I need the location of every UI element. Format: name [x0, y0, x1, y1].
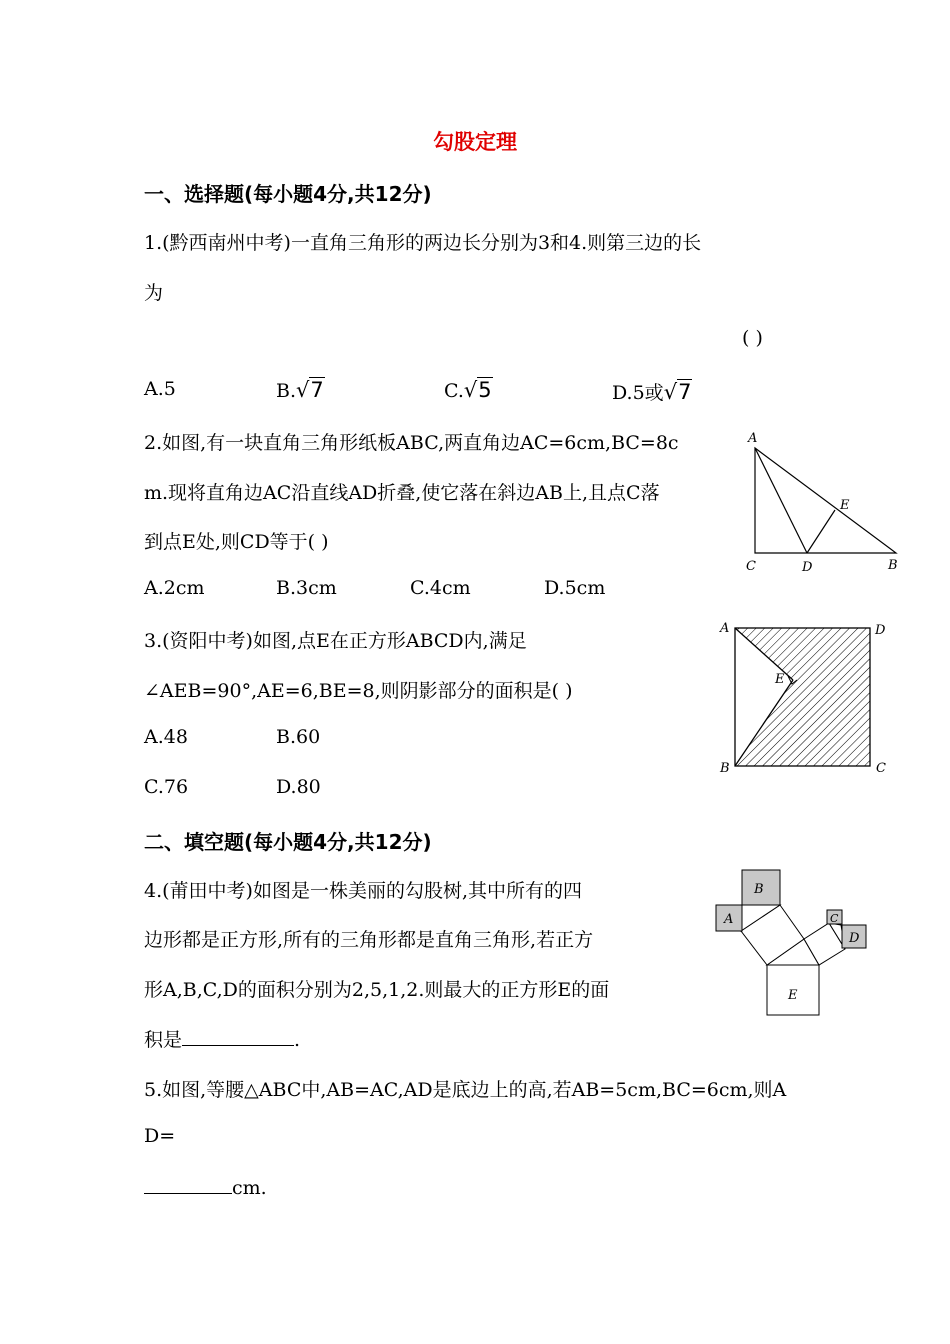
q2-triangle-figure — [740, 425, 910, 580]
q2-label-c: C — [746, 559, 756, 574]
q4-label-a: A — [724, 912, 734, 927]
q5-line3-suffix: cm. — [232, 1177, 267, 1199]
q3-option-b: B.60 — [276, 726, 321, 748]
q5-line1: 5.如图,等腰△ABC中,AB=AC,AD是底边上的高,若AB=5cm,BC=6cm,则A — [144, 1079, 787, 1101]
q1-option-b — [276, 378, 325, 402]
q3-option-d: D.80 — [276, 776, 321, 798]
section-heading-fill: 二、填空题(每小题4分,共12分) — [144, 830, 432, 854]
q1-option-b-radicand: 7 — [310, 378, 324, 402]
section-heading-choice: 一、选择题(每小题4分,共12分) — [144, 182, 432, 206]
q3-label-d: D — [875, 623, 886, 638]
q4-pythagoras-tree-figure — [710, 865, 875, 1020]
q1-option-d-prefix: D.5或 — [612, 382, 664, 404]
q5-answer-blank — [144, 1175, 232, 1194]
q2-label-e: E — [840, 498, 850, 513]
q4-label-c: C — [830, 912, 839, 925]
q4-label-e: E — [788, 988, 798, 1003]
q1-line2: 为 — [144, 282, 164, 304]
q5-line2: D= — [144, 1125, 176, 1147]
q4-line4-prefix: 积是 — [144, 1029, 183, 1051]
q2-line2: m.现将直角边AC沿直线AD折叠,使它落在斜边AB上,且点C落 — [144, 482, 660, 504]
q3-line1: 3.(资阳中考)如图,点E在正方形ABCD内,满足 — [144, 630, 527, 652]
q3-square-figure — [715, 618, 895, 778]
q2-label-d: D — [802, 560, 813, 575]
q5-line3 — [144, 1175, 267, 1199]
q2-option-a: A.2cm — [144, 577, 205, 599]
q4-answer-blank — [182, 1027, 294, 1046]
q4-label-b: B — [754, 882, 764, 897]
q1-option-d-radicand: 7 — [678, 380, 692, 404]
q1-option-a: A.5 — [144, 378, 176, 400]
q1-answer-paren: ( ) — [742, 327, 763, 349]
q1-option-b-prefix: B. — [276, 380, 297, 402]
q2-option-d: D.5cm — [544, 577, 606, 599]
q4-line4-suffix: . — [294, 1029, 301, 1051]
q1-line1: 1.(黔西南州中考)一直角三角形的两边长分别为3和4.则第三边的长 — [144, 232, 702, 254]
q3-option-c: C.76 — [144, 776, 189, 798]
sqrt-symbol: √7 — [296, 378, 324, 402]
q2-option-b: B.3cm — [276, 577, 337, 599]
sqrt-symbol: √7 — [663, 380, 692, 404]
q3-label-e: E — [775, 672, 785, 687]
q2-label-b: B — [888, 558, 898, 573]
q3-label-a: A — [720, 621, 730, 636]
q4-line4 — [144, 1025, 300, 1052]
q2-line1: 2.如图,有一块直角三角形纸板ABC,两直角边AC=6cm,BC=8c — [144, 432, 679, 454]
sqrt-symbol: √5 — [463, 378, 492, 402]
page-title: 勾股定理 — [433, 130, 517, 154]
q2-label-a: A — [748, 431, 758, 446]
q3-label-b: B — [720, 761, 730, 776]
q3-label-c: C — [876, 761, 886, 776]
q2-option-c: C.4cm — [410, 577, 471, 599]
q1-option-d — [612, 378, 692, 405]
q2-line3: 到点E处,则CD等于( ) — [144, 531, 329, 553]
q4-line1: 4.(莆田中考)如图是一株美丽的勾股树,其中所有的四 — [144, 880, 582, 902]
q4-line2: 边形都是正方形,所有的三角形都是直角三角形,若正方 — [144, 929, 594, 951]
q1-option-c-prefix: C. — [444, 380, 464, 402]
q4-line3: 形A,B,C,D的面积分别为2,5,1,2.则最大的正方形E的面 — [144, 979, 610, 1001]
q4-label-d: D — [849, 931, 860, 946]
q3-option-a: A.48 — [144, 726, 188, 748]
q3-line2: ∠AEB=90°,AE=6,BE=8,则阴影部分的面积是( ) — [144, 680, 573, 702]
q1-option-c — [444, 378, 493, 402]
q1-option-c-radicand: 5 — [478, 378, 492, 402]
